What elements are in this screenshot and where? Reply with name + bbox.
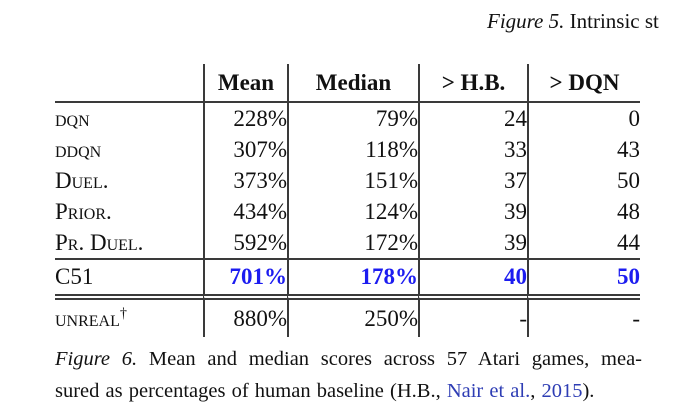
gt-hb-value: -	[418, 294, 527, 337]
header-gt-hb: > H.B.	[418, 64, 527, 103]
mean-value: 701%	[203, 258, 287, 294]
gt-hb-value: 37	[418, 165, 527, 196]
mean-value: 880%	[203, 294, 287, 337]
header-mean: Mean	[203, 64, 287, 103]
citation-separator: ,	[530, 379, 542, 402]
caption-text-3: ).	[582, 379, 595, 402]
median-value: 79%	[287, 103, 418, 134]
dagger-footnote-marker: †	[119, 304, 128, 321]
row-label: unreal†	[55, 294, 203, 337]
row-label: Duel.	[55, 167, 109, 193]
figure5-caption-fragment	[487, 9, 659, 34]
median-value: 151%	[287, 165, 418, 196]
header-median: Median	[287, 64, 418, 103]
gt-dqn-value: 48	[527, 196, 640, 227]
figure6-label: Figure 6.	[55, 348, 138, 370]
median-value: 250%	[287, 294, 418, 337]
table-row-c51	[55, 258, 640, 294]
mean-value: 434%	[203, 196, 287, 227]
row-label: ddqn	[55, 136, 102, 162]
figure6-caption	[55, 344, 642, 407]
header-empty	[55, 64, 203, 103]
median-value: 178%	[287, 258, 418, 294]
table-row-duel	[55, 165, 640, 196]
header-gt-dqn: > DQN	[527, 64, 640, 103]
caption-text-2: sured as percentages of human baseline (H.B.,	[55, 379, 447, 402]
mean-value: 228%	[203, 103, 287, 134]
gt-hb-value: 39	[418, 196, 527, 227]
gt-hb-value: 24	[418, 103, 527, 134]
row-label: Prior.	[55, 198, 112, 224]
gt-dqn-value: 43	[527, 134, 640, 165]
gt-hb-value: 33	[418, 134, 527, 165]
figure5-text: Intrinsic st	[564, 9, 659, 33]
median-value: 118%	[287, 134, 418, 165]
citation-link-authors[interactable]: Nair et al.	[446, 379, 531, 402]
row-label: dqn	[55, 105, 90, 131]
row-label: C51	[55, 258, 203, 294]
gt-hb-value: 40	[418, 258, 527, 294]
table-row-prior	[55, 196, 640, 227]
results-table	[55, 64, 640, 337]
table-row-unreal	[55, 294, 640, 337]
caption-line-2	[55, 376, 642, 408]
table-row-dqn	[55, 103, 640, 134]
row-label: Pr. Duel.	[55, 229, 144, 255]
median-value: 172%	[287, 227, 418, 258]
gt-dqn-value: 50	[527, 258, 640, 294]
table-row-pr-duel	[55, 227, 640, 258]
citation-link-year[interactable]: 2015	[541, 379, 583, 402]
median-value: 124%	[287, 196, 418, 227]
mean-value: 307%	[203, 134, 287, 165]
table-row-ddqn	[55, 134, 640, 165]
gt-dqn-value: 44	[527, 227, 640, 258]
figure5-label: Figure 5.	[487, 9, 565, 33]
gt-dqn-value: -	[527, 294, 640, 337]
mean-value: 373%	[203, 165, 287, 196]
gt-dqn-value: 0	[527, 103, 640, 134]
caption-line-1	[55, 344, 642, 376]
table-header-row	[55, 64, 640, 103]
mean-value: 592%	[203, 227, 287, 258]
gt-hb-value: 39	[418, 227, 527, 258]
caption-text-1: Mean and median scores across 57 Atari games, mea-	[137, 348, 642, 370]
gt-dqn-value: 50	[527, 165, 640, 196]
